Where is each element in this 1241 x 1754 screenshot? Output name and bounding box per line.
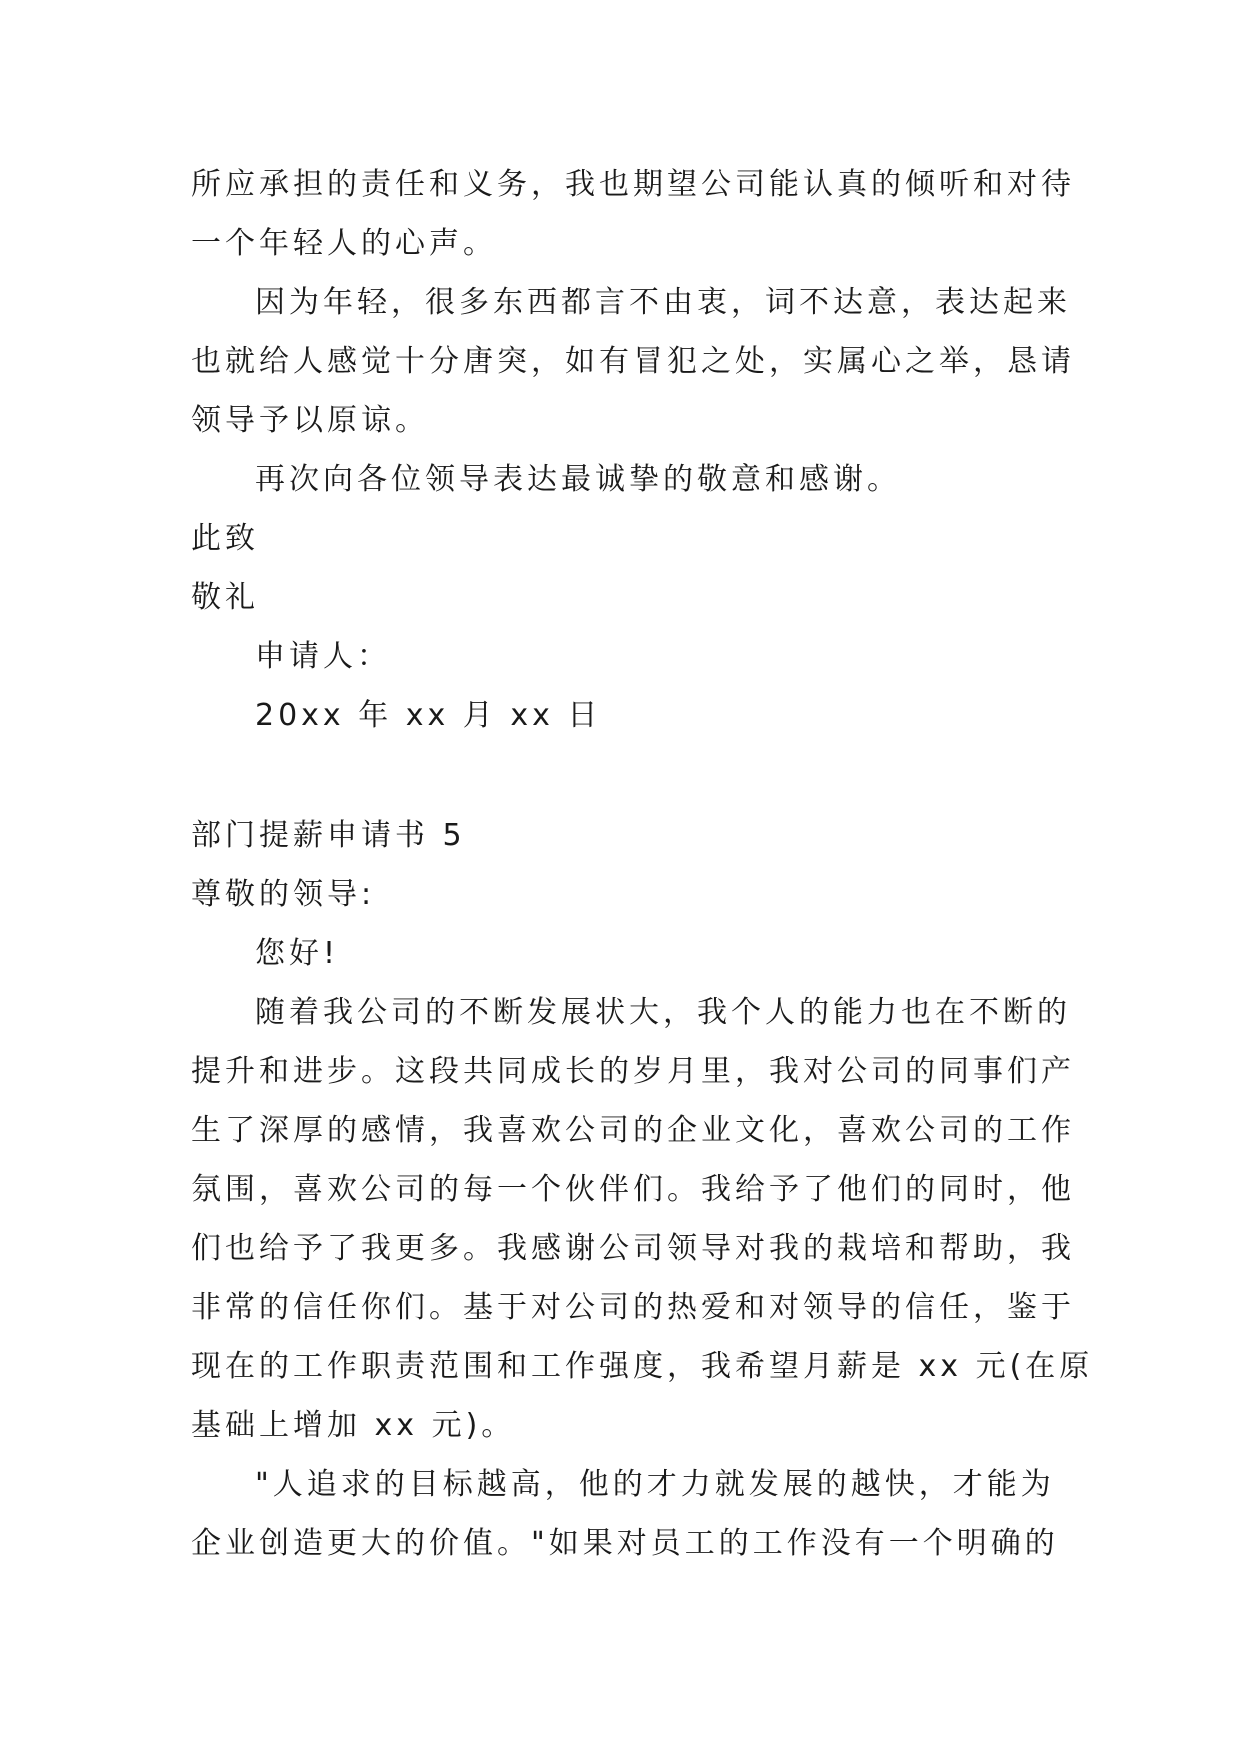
paragraph-line: 氛围，喜欢公司的每一个伙伴们。我给予了他们的同时，他: [191, 1172, 1075, 1207]
paragraph-line: 生了深厚的感情，我喜欢公司的企业文化，喜欢公司的工作: [191, 1113, 1075, 1148]
paragraph-line: 再次向各位领导表达最诚挚的敬意和感谢。: [255, 462, 901, 497]
greeting: 您好!: [255, 936, 340, 971]
paragraph-line: 一个年轻人的心声。: [191, 226, 497, 261]
section-title: 部门提薪申请书 5: [191, 818, 466, 853]
paragraph-line: 因为年轻，很多东西都言不由衷，词不达意，表达起来: [255, 285, 1071, 320]
paragraph-line: 提升和进步。这段共同成长的岁月里，我对公司的同事们产: [191, 1054, 1075, 1089]
paragraph-line: 基础上增加 xx 元)。: [191, 1408, 516, 1443]
paragraph-line: 现在的工作职责范围和工作强度，我希望月薪是 xx 元(在原: [191, 1349, 1094, 1384]
paragraph-line: 随着我公司的不断发展状大，我个人的能力也在不断的: [255, 995, 1071, 1030]
closing-line: 此致: [191, 521, 259, 556]
paragraph-line: 所应承担的责任和义务，我也期望公司能认真的倾听和对待: [191, 167, 1075, 202]
paragraph-line: 非常的信任你们。基于对公司的热爱和对领导的信任，鉴于: [191, 1290, 1075, 1325]
date-line: 20xx 年 xx 月 xx 日: [255, 698, 602, 733]
paragraph-line: 也就给人感觉十分唐突，如有冒犯之处，实属心之举，恳请: [191, 344, 1075, 379]
paragraph-line: 们也给予了我更多。我感谢公司领导对我的栽培和帮助，我: [191, 1231, 1075, 1266]
closing-salute: 敬礼: [191, 580, 259, 615]
paragraph-line: 企业创造更大的价值。"如果对员工的工作没有一个明确的: [191, 1526, 1059, 1561]
paragraph-line: 领导予以原谅。: [191, 403, 429, 438]
applicant-label: 申请人：: [255, 639, 391, 674]
section-gap: [191, 745, 1051, 806]
salutation: 尊敬的领导:: [191, 877, 376, 912]
document-body: [191, 155, 1094, 1573]
paragraph-line: "人追求的目标越高，他的才力就发展的越快，才能为: [255, 1467, 1055, 1502]
